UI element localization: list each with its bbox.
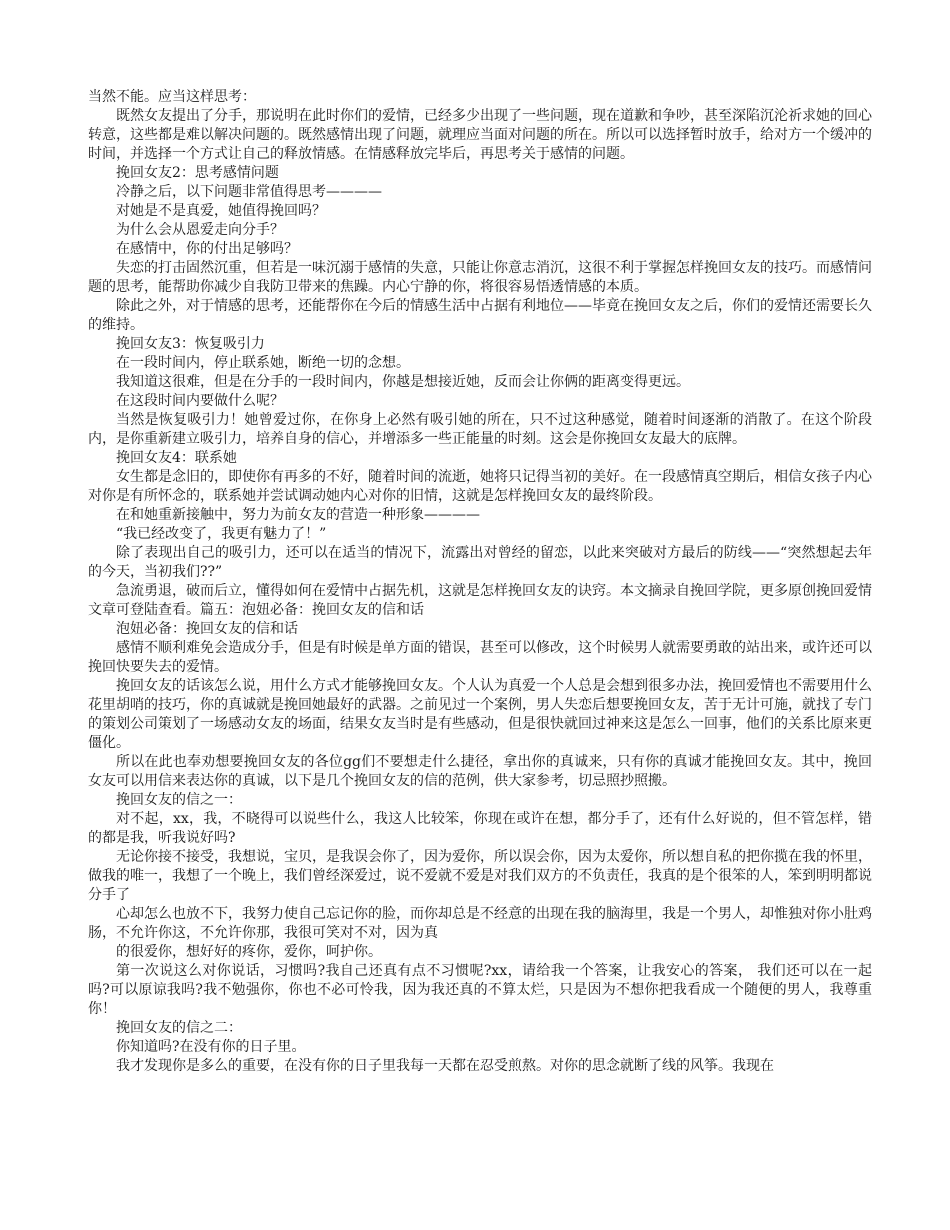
- paragraph: 急流勇退，破而后立，懂得如何在爱情中占据先机，这就是怎样挽回女友的诀窍。本文摘录自挽回学院，更多原创挽回爱情文章可登陆查看。篇五：泡妞必备：挽回女友的信和话: [88, 583, 872, 618]
- letter-paragraph: 你知道吗?在没有你的日子里。: [116, 1039, 306, 1055]
- paragraph: 挽回女友的话该怎么说，用什么方式才能够挽回女友。个人认为真爱一个人总是会想到很多办法，挽回爱情也不需要用什么花里胡哨的技巧，你的真诚就是挽回她最好的武器。之前见过一个案例，男人失恋后想要挽回女友，苦于无计可施，就找了专门的策划公司策划了一场感动女友的场面，结果女友当时是有些感动，但是很快就回过神来这是怎么一回事，他们的关系比原来更僵化。: [88, 678, 872, 751]
- paragraph: 冷静之后，以下问题非常值得思考————: [116, 184, 382, 200]
- paragraph: 既然女友提出了分手，那说明在此时你们的爱情，已经多少出现了一些问题，现在道歉和争吵，甚至深陷沉沦祈求她的回心转意，这些都是难以解决问题的。既然感情出现了问题，就理应当面对问题的所在。所以可以选择暂时放手，给对方一个缓冲的时间，并选择一个方式让自己的释放情感。在情感释放完毕后，再思考关于感情的问题。: [88, 108, 872, 162]
- section-heading: 挽回女友3：恢复吸引力: [116, 336, 265, 352]
- paragraph: 所以在此也奉劝想要挽回女友的各位gg们不要想走什么捷径，拿出你的真诚来，只有你的真诚才能挽回女友。其中，挽回女友可以用信来表达你的真诚，以下是几个挽回女友的信的范例，供大家参考，切忌照抄照搬。: [88, 754, 872, 789]
- question: 在感情中，你的付出足够吗？: [116, 241, 298, 257]
- paragraph: 在一段时间内，停止联系她，断绝一切的念想。: [116, 355, 410, 371]
- paragraph: 女生都是念旧的，即使你有再多的不好，随着时间的流逝，她将只记得当初的美好。在一段感情真空期后，相信女孩子内心对你是有所怀念的，联系她并尝试调动她内心对你的旧情，这就是怎样挽回女友的最终阶段。: [88, 469, 872, 504]
- section-heading: 挽回女友的信之一：: [116, 792, 242, 808]
- paragraph: 当然是恢复吸引力！她曾爱过你，在你身上必然有吸引她的所在，只不过这种感觉，随着时间逐渐的消散了。在这个阶段内，是你重新建立吸引力，培养自身的信心，并增添多一些正能量的时刻。这会是你挽回女友最大的底牌。: [88, 412, 872, 447]
- paragraph: 感情不顺利难免会造成分手，但是有时候是单方面的错误，甚至可以修改，这个时候男人就需要勇敢的站出来，或许还可以挽回快要失去的爱情。: [88, 640, 872, 675]
- letter-paragraph: 我才发现你是多么的重要，在没有你的日子里我每一天都在忍受煎熬。对你的思念就断了线的风筝。我现在: [116, 1058, 774, 1074]
- paragraph: 在这段时间内要做什么呢？: [116, 393, 284, 409]
- letter-paragraph: 无论你接不接受，我想说，宝贝，是我误会你了，因为爱你，所以误会你，因为太爱你，所以想自私的把你揽在我的怀里，做我的唯一，我想了一个晚上，我们曾经深爱过，说不爱就不爱是对我们双方的不负责任，我真的是个很笨的人，笨到明明都说分手了: [88, 849, 872, 903]
- section-heading: 挽回女友的信之二：: [116, 1020, 242, 1036]
- question: 为什么会从恩爱走向分手？: [116, 222, 284, 238]
- paragraph: 我知道这很难，但是在分手的一段时间内，你越是想接近她，反而会让你俩的距离变得更远。: [116, 374, 690, 390]
- paragraph: 当然不能。应当这样思考：: [88, 89, 256, 105]
- question: 对她是不是真爱，她值得挽回吗？: [116, 203, 326, 219]
- letter-paragraph: 对不起，xx，我，不晓得可以说些什么，我这人比较笨，你现在或许在想，都分手了，还有什么好说的，但不管怎样，错的都是我，听我说好吗?: [88, 811, 872, 846]
- letter-paragraph: 心却怎么也放不下，我努力使自己忘记你的脸，而你却总是不经意的出现在我的脑海里，我是一个男人，却惟独对你小肚鸡肠，不允许你这，不允许你那，我很可笑对不对，因为真: [88, 906, 872, 941]
- paragraph: 除了表现出自己的吸引力，还可以在适当的情况下，流露出对曾经的留恋，以此来突破对方最后的防线——“突然想起去年的今天，当初我们??”: [88, 545, 872, 580]
- section-heading: 泡妞必备：挽回女友的信和话: [116, 621, 298, 637]
- section-heading: 挽回女友4：联系她: [116, 450, 237, 466]
- paragraph: 失恋的打击固然沉重，但若是一味沉溺于感情的失意，只能让你意志消沉，这很不利于掌握怎样挽回女友的技巧。而感情问题的思考，能帮助你减少自我防卫带来的焦躁。内心宁静的你，将很容易悟透情感的本质。: [88, 260, 872, 295]
- letter-paragraph: 第一次说这么对你说话，习惯吗?我自己还真有点不习惯呢?xx，请给我一个答案，让我安心的答案， 我们还可以在一起吗?可以原谅我吗?我不勉强你，你也不必可怜我，因为我还真的不算太烂，只是因为不想你把我看成一个随便的男人，我尊重你！: [88, 963, 872, 1017]
- section-heading: 挽回女友2：思考感情问题: [116, 165, 279, 181]
- paragraph: 在和她重新接触中，努力为前女友的营造一种形象————: [116, 507, 480, 523]
- quote: “我已经改变了，我更有魅力了！”: [116, 526, 327, 542]
- letter-paragraph: 的很爱你，想好好的疼你，爱你，呵护你。: [116, 944, 382, 960]
- paragraph: 除此之外，对于情感的思考，还能帮你在今后的情感生活中占据有利地位——毕竟在挽回女友之后，你们的爱情还需要长久的维持。: [88, 298, 872, 333]
